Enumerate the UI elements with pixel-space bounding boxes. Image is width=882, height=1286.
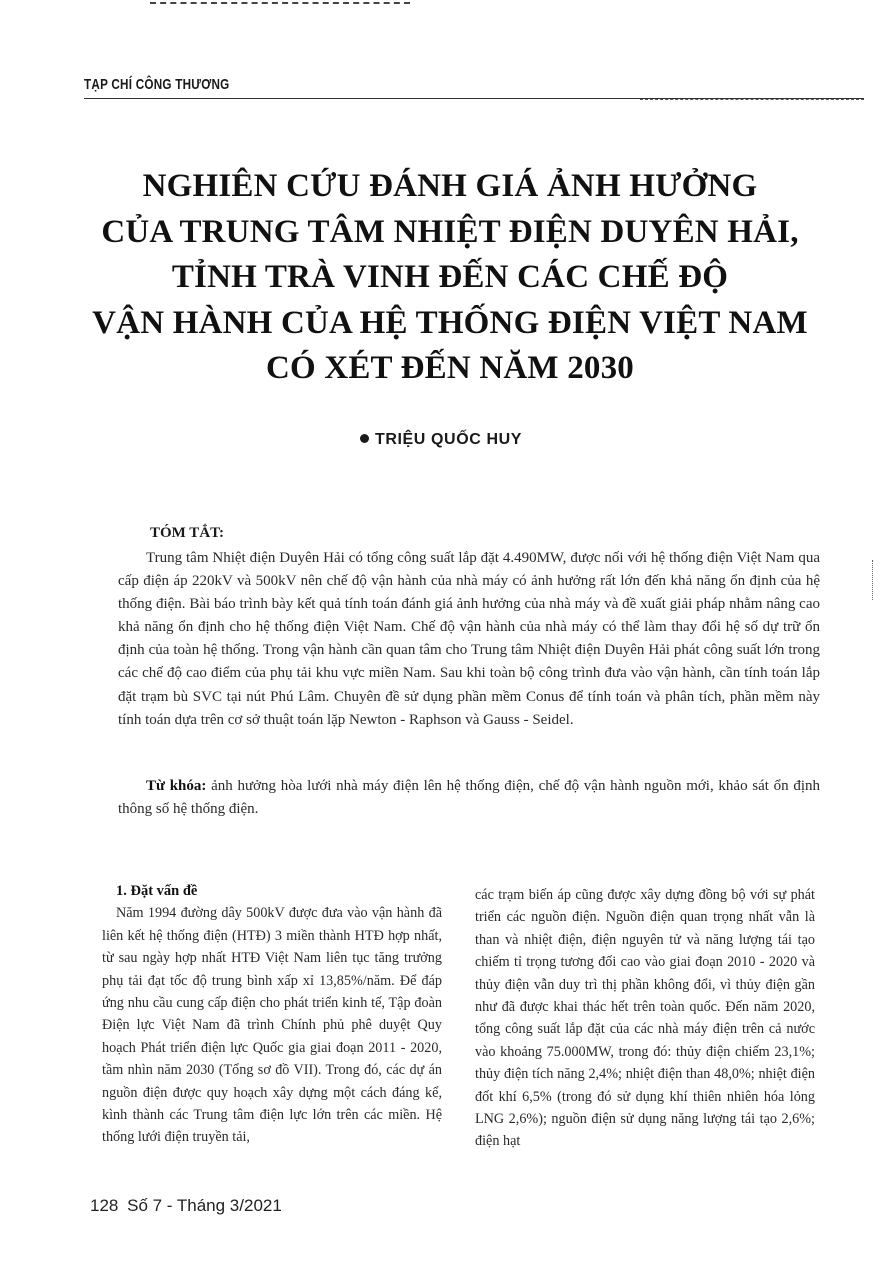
right-column: [475, 884, 815, 1153]
scan-edge-mark: [872, 560, 877, 600]
author-line: [0, 431, 882, 449]
title-line: NGHIÊN CỨU ĐÁNH GIÁ ẢNH HƯỞNG: [142, 168, 758, 204]
right-column-text: các trạm biến áp cũng được xây dựng đồng bộ với sự phát triển các nguồn điện. Nguồn điện quan trọng nhất vẫn là than và nhiệt điện, điện nguyên tử và năng lượng tái tạo chiếm tỉ trọng tương đối cao vào giai đoạn 2010 - 2020 và thủy điện vẫn duy trì thị phần không đổi, vì thủy điện gần như đã được khai thác hết trên toàn quốc. Đến năm 2020, tổng công suất lắp đặt của các nhà máy điện trên cả nước vào khoảng 75.000MW, trong đó: thủy điện chiếm 23,1%; thủy điện tích năng 2,4%; nhiệt điện than 48,0%; nhiệt điện đốt khí 6,5% (trong đó sử dụng khí thiên nhiên hóa lỏng LNG 2,6%); nguồn điện sử dụng năng lượng tái tạo 2,6%; điện hạt: [475, 887, 815, 1150]
left-column-text: Năm 1994 đường dây 500kV được đưa vào vận hành đã liên kết hệ thống điện (HTĐ) 3 miền thành HTĐ hợp nhất, từ sau ngày hợp nhất HTĐ Việt Nam liên tục tăng trưởng phụ tải đạt tốc độ trung bình xấp xỉ 13,85%/năm. Để đáp ứng nhu cầu cung cấp điện cho phát triển kinh tế, Tập đoàn Điện lực Việt Nam đã trình Chính phủ phê duyệt Quy hoạch Phát triển điện lực Quốc gia giai đoạn 2011 - 2020, tầm nhìn năm 2030 (Tổng sơ đồ VII). Trong đó, các dự án nguồn điện được quy hoạch xây dựng một cách đáng kể, kình thành các Trung tâm điện lực lớn trên các miền. Hệ thống lưới điện truyền tải,: [102, 905, 442, 1146]
article-title: [60, 164, 840, 392]
abstract-text: Trung tâm Nhiệt điện Duyên Hải có tổng công suất lắp đặt 4.490MW, được nối với hệ thống điện Việt Nam qua cấp điện áp 220kV và 500kV nên chế độ vận hành của nhà máy có ảnh hưởng rất lớn đến khả năng ổn định của hệ thống điện. Bài báo trình bày kết quả tính toán đánh giá ảnh hưởng của nhà máy và đề xuất giải pháp nhằm nâng cao khả năng ổn định cho hệ thống điện Việt Nam. Chế độ vận hành của nhà máy có thể làm thay đổi hệ số dự trữ ổn định của toàn hệ thống. Trong vận hành cần quan tâm cho Trung tâm Nhiệt điện Duyên Hải phát công suất lớn trong các chế độ cao điểm của phụ tải khu vực miền Nam. Sau khi toàn bộ công trình đưa vào vận hành, cần tính toán lắp đặt trạm bù SVC tại nút Phú Lâm. Chuyên đề sử dụng phần mềm Conus để tính toán và phân tích, phần mềm này tính toán dựa trên cơ sở thuật toán lặp Newton - Raphson và Gauss - Seidel.: [118, 550, 820, 728]
title-line: VẬN HÀNH CỦA HỆ THỐNG ĐIỆN VIỆT NAM: [92, 304, 808, 341]
title-line: TỈNH TRÀ VINH ĐẾN CÁC CHẾ ĐỘ: [171, 259, 729, 295]
page-number: 128: [90, 1196, 119, 1215]
page-footer: [90, 1196, 282, 1216]
top-decorative-rule: [150, 2, 410, 4]
journal-header: TẠP CHÍ CÔNG THƯƠNG: [84, 76, 230, 93]
bullet-icon: [360, 434, 369, 443]
issue-info: Số 7 - Tháng 3/2021: [127, 1196, 282, 1215]
title-line: CỦA TRUNG TÂM NHIỆT ĐIỆN DUYÊN HẢI,: [101, 213, 799, 250]
section-heading: 1. Đặt vấn đề: [116, 883, 198, 899]
header-rule-dashed: [640, 99, 864, 100]
left-column: [102, 880, 442, 1149]
title-line: CÓ XÉT ĐẾN NĂM 2030: [265, 350, 635, 386]
author-name: TRIỆU QUỐC HUY: [374, 431, 523, 448]
keywords-text: ảnh hưởng hòa lưới nhà máy điện lên hệ thống điện, chế độ vận hành nguồn mới, khảo sát ổn định thông số hệ thống điện.: [118, 778, 821, 818]
keywords: [118, 775, 820, 821]
keywords-label: Từ khóa:: [146, 778, 207, 794]
abstract-heading: TÓM TẮT:: [150, 525, 225, 541]
